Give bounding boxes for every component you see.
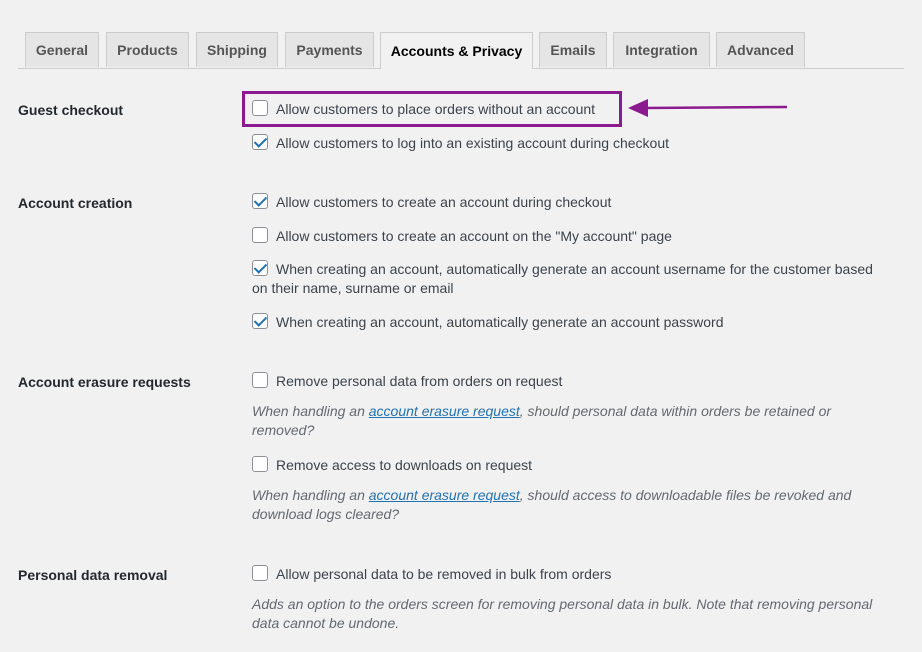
generate-username-option[interactable]	[252, 260, 892, 298]
tab-payments[interactable]: Payments	[285, 32, 374, 67]
bulk-removal-option[interactable]	[252, 565, 611, 584]
bulk-removal-description: Adds an option to the orders screen for removing personal data in bulk. Note that removing personal data cannot be undone.	[252, 596, 873, 631]
option-label: Allow customers to create an account on the "My account" page	[276, 228, 672, 244]
account-erasure-request-link[interactable]: account erasure request	[368, 487, 520, 503]
checkbox[interactable]	[252, 227, 268, 243]
generate-password-option[interactable]	[252, 313, 724, 332]
description-text: When handling an	[252, 403, 369, 419]
option-label: Allow customers to log into an existing account during checkout	[276, 135, 669, 151]
tab-emails[interactable]: Emails	[539, 32, 607, 67]
settings-tab-bar	[18, 32, 904, 69]
checkbox[interactable]	[252, 372, 268, 388]
option-label: Allow customers to place orders without an account	[276, 101, 596, 117]
tab-advanced[interactable]: Advanced	[716, 32, 805, 67]
description-text: , should access to downloadable files be revoked and download logs cleared?	[252, 487, 852, 522]
tab-products[interactable]: Products	[106, 32, 189, 67]
checkbox[interactable]	[252, 193, 268, 209]
tab-general[interactable]: General	[25, 32, 99, 67]
create-account-checkout-option[interactable]	[252, 193, 611, 212]
create-account-my-account-option[interactable]	[252, 227, 672, 246]
option-label: Allow customers to create an account during checkout	[276, 194, 612, 210]
guest-checkout-heading: Guest checkout	[18, 102, 124, 118]
description-text: When handling an	[252, 487, 369, 503]
remove-order-data-option[interactable]	[252, 372, 562, 391]
remove-downloads-option[interactable]	[252, 456, 532, 475]
personal-data-removal-heading: Personal data removal	[18, 567, 168, 583]
remove-order-data-description	[252, 402, 892, 440]
option-label: When creating an account, automatically generate an account username for the customer based on their name, surname or email	[252, 261, 873, 296]
checkbox[interactable]	[252, 313, 268, 329]
option-label: Remove personal data from orders on request	[276, 373, 563, 389]
description-text: , should personal data within orders be retained or removed?	[252, 403, 832, 438]
option-label: When creating an account, automatically generate an account password	[276, 314, 724, 330]
checkbox[interactable]	[252, 565, 268, 581]
checkbox[interactable]	[252, 134, 268, 150]
checkbox[interactable]	[252, 260, 268, 276]
remove-downloads-description	[252, 486, 892, 524]
account-erasure-request-link[interactable]: account erasure request	[368, 403, 520, 419]
highlight-box	[242, 91, 622, 127]
checkbox[interactable]	[252, 456, 268, 472]
login-during-checkout-option[interactable]	[252, 134, 669, 153]
account-creation-heading: Account creation	[18, 195, 133, 211]
tab-shipping[interactable]: Shipping	[196, 32, 278, 67]
option-label: Remove access to downloads on request	[276, 457, 533, 473]
account-erasure-heading: Account erasure requests	[18, 374, 191, 390]
arrow-left-icon	[626, 96, 790, 120]
tab-accounts-privacy[interactable]: Accounts & Privacy	[380, 32, 533, 69]
tab-integration[interactable]: Integration	[613, 32, 710, 67]
option-label: Allow personal data to be removed in bulk from orders	[276, 566, 612, 582]
